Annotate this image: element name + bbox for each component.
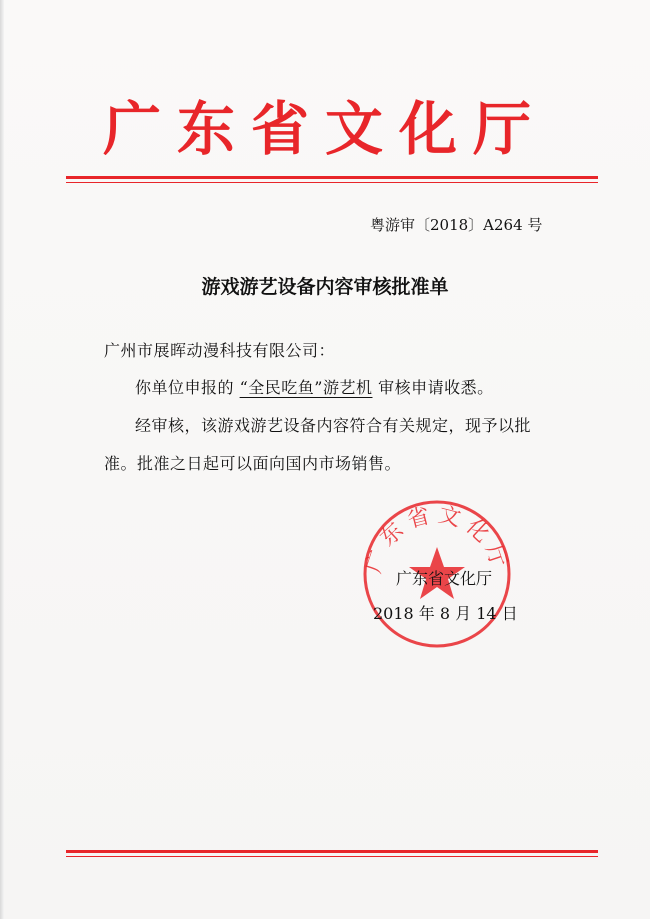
footer-rule (66, 850, 598, 853)
signature-org: 广东省文化厅 (396, 569, 493, 588)
body-line-2: 经审核，该游戏游艺设备内容符合有关规定，现予以批 (135, 416, 532, 435)
footer-rule-thin (66, 856, 598, 857)
body-line-1-prefix: 你单位申报的 (135, 378, 235, 397)
letterhead-rule-top-thin (66, 182, 598, 183)
product-name: “全民吃鱼”游艺机 (239, 378, 373, 397)
addressee: 广州市展晖动漫科技有限公司： (104, 341, 336, 360)
seal-text: 广东省文化厅 (361, 502, 513, 577)
body-line-1-suffix: 审核申请收悉。 (378, 378, 494, 397)
letterhead-rule-top (66, 176, 598, 179)
body-line-3: 准。批准之日起可以面向国内市场销售。 (104, 454, 402, 473)
document-title: 游戏游艺设备内容审核批准单 (201, 276, 449, 298)
letterhead-title: 广东省文化厅 (102, 95, 547, 163)
signature-date: 2018 年 8 月 14 日 (373, 604, 518, 623)
body-line-1 (135, 375, 494, 398)
document-number: 粤游审〔2018〕A264 号 (370, 216, 543, 234)
